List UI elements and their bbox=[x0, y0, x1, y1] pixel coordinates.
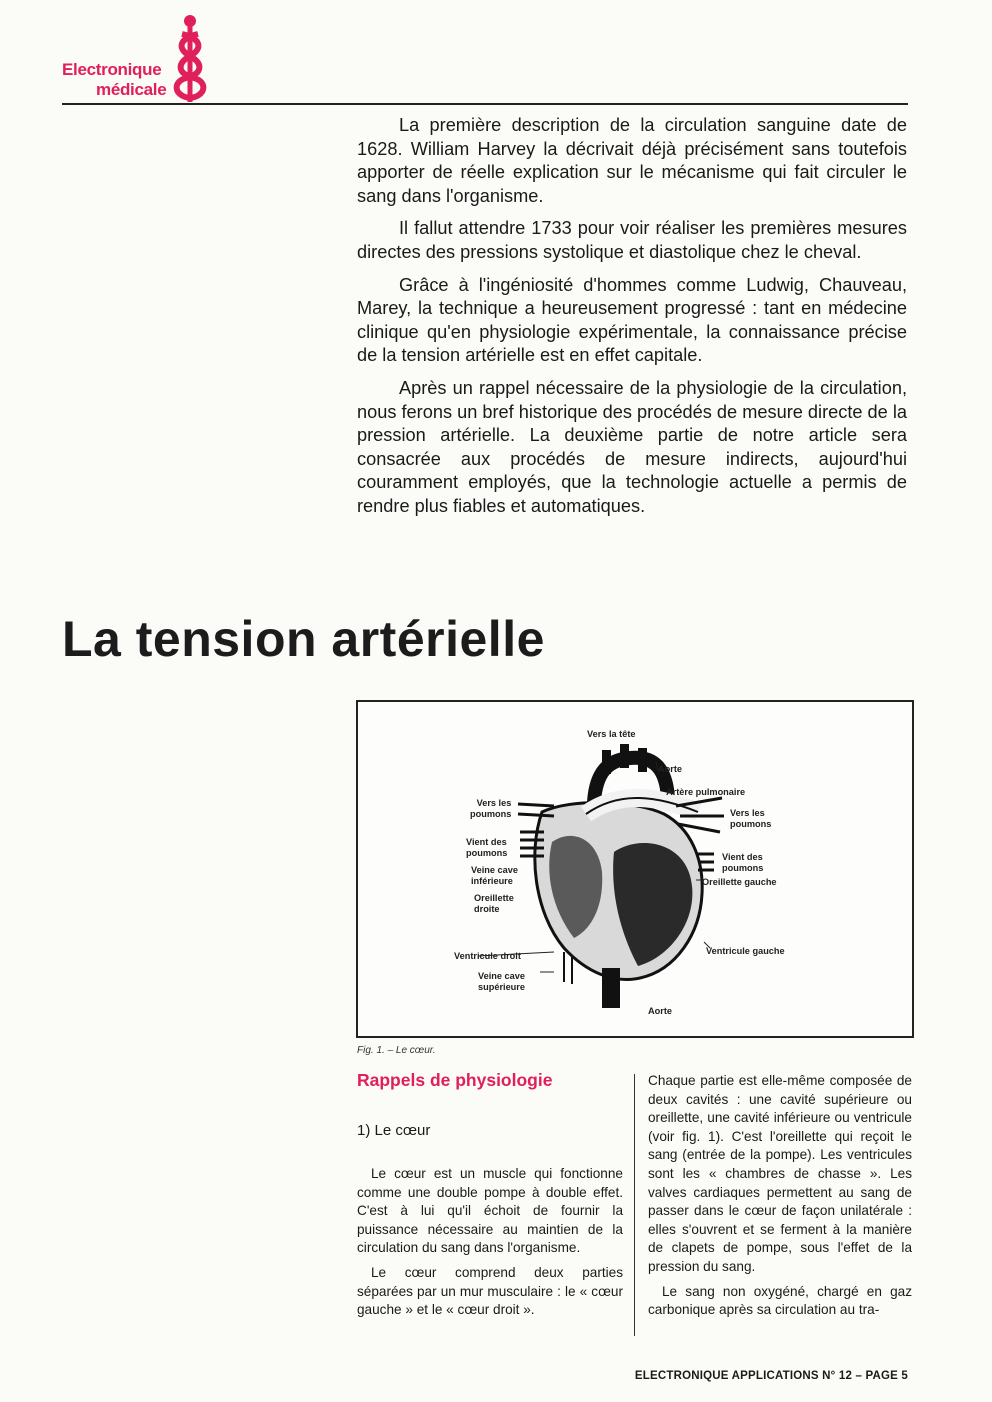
header-rule bbox=[62, 103, 908, 105]
label-oreillette-droite: Oreillette droite bbox=[474, 893, 514, 914]
intro-paragraph: Il fallut attendre 1733 pour voir réaliser les premières mesures directes des pressions systolique et diastolique chez le cheval. bbox=[357, 218, 907, 262]
label-aorte-top: Aorte bbox=[658, 764, 682, 774]
intro-paragraph: Grâce à l'ingéniosité d'hommes comme Ludwig, Chauveau, Marey, la technique a heureusement progressé : tant en médecine clinique qu'en physiologie expérimentale, la connaissance précise de la tension artérielle est en effet capitale. bbox=[357, 274, 907, 366]
label-vers-la-tete: Vers la tête bbox=[587, 729, 636, 739]
caduceus-logo-icon bbox=[170, 8, 218, 104]
label-ventricule-droit: Ventricule droit bbox=[454, 951, 521, 961]
label-ventricule-gauche: Ventricule gauche bbox=[706, 946, 785, 956]
page-footer: ELECTRONIQUE APPLICATIONS N° 12 – PAGE 5 bbox=[634, 1370, 908, 1382]
figure-caption: Fig. 1. – Le cœur. bbox=[357, 1045, 436, 1056]
heart-figure bbox=[356, 700, 914, 1038]
label-artere-pulmonaire: Artère pulmonaire bbox=[666, 787, 746, 797]
label-vient-poumons-left: Vient des poumons bbox=[466, 837, 508, 858]
article-title: La tension artérielle bbox=[62, 611, 545, 667]
label-aorte-bottom: Aorte bbox=[648, 1006, 672, 1016]
body-paragraph: Chaque partie est elle-même composée de deux cavités : une cavité supérieure ou oreillette, une cavité inférieure ou ventricule (voir fig. 1). C'est l'oreillette qui reçoit le sang (entrée de la pompe). Les ventricules sont les « chambres de chasse ». Les valves cardiaques permettent au sang de passer dans le cœur de façon unilatérale : elles s'ouvrent et se ferment à la manière de clapets de pompe, sous l'effet de la pression du sang. bbox=[648, 1073, 912, 1274]
intro-paragraph: La première description de la circulation sanguine date de 1628. William Harvey la décrivait déjà précisément sans toutefois apporter de réelle explication sur le mécanisme qui fait circuler le sang dans l'organisme. bbox=[357, 115, 907, 206]
label-oreillette-gauche: Oreillette gauche bbox=[702, 877, 777, 887]
logo-line1: Electronique bbox=[62, 60, 162, 79]
body-paragraph: Le sang non oxygéné, chargé en gaz carbonique après sa circulation au tra- bbox=[648, 1283, 912, 1318]
label-veine-cave-inferieure: Veine cave inférieure bbox=[471, 865, 518, 886]
column-rule bbox=[634, 1074, 635, 1336]
body-paragraph: Le cœur est un muscle qui fonctionne comme une double pompe à double effet. C'est à lui qu'il échoit de fournir la puissance nécessaire au maintien de la circulation du sang dans l'organisme. bbox=[357, 1166, 623, 1256]
label-veine-cave-superieure: Veine cave supérieure bbox=[478, 971, 525, 992]
column-left bbox=[357, 1070, 623, 1326]
subsection-title: 1) Le cœur bbox=[357, 1122, 431, 1139]
label-vient-poumons-right: Vient des poumons bbox=[722, 852, 764, 873]
label-vers-poumons-right: Vers les poumons bbox=[730, 808, 772, 829]
body-paragraph: Le cœur comprend deux parties séparées par un mur musculaire : le « cœur gauche » et le « cœur droit ». bbox=[357, 1264, 623, 1318]
column-right bbox=[648, 1072, 912, 1326]
magazine-logo bbox=[62, 8, 222, 104]
intro-text bbox=[357, 114, 907, 528]
label-vers-poumons-left: Vers les poumons bbox=[470, 798, 512, 819]
logo-line2: médicale bbox=[96, 80, 167, 99]
heart-diagram-icon bbox=[358, 702, 912, 1036]
section-title: Rappels de physiologie bbox=[357, 1070, 553, 1090]
intro-paragraph: Après un rappel nécessaire de la physiologie de la circulation, nous ferons un bref historique des procédés de mesure directe de la pression artérielle. La deuxième partie de notre article sera consacrée aux procédés de mesure indirects, aujourd'hui couramment employés, que la technologie actuelle a permis de rendre plus fiables et automatiques. bbox=[357, 377, 907, 516]
